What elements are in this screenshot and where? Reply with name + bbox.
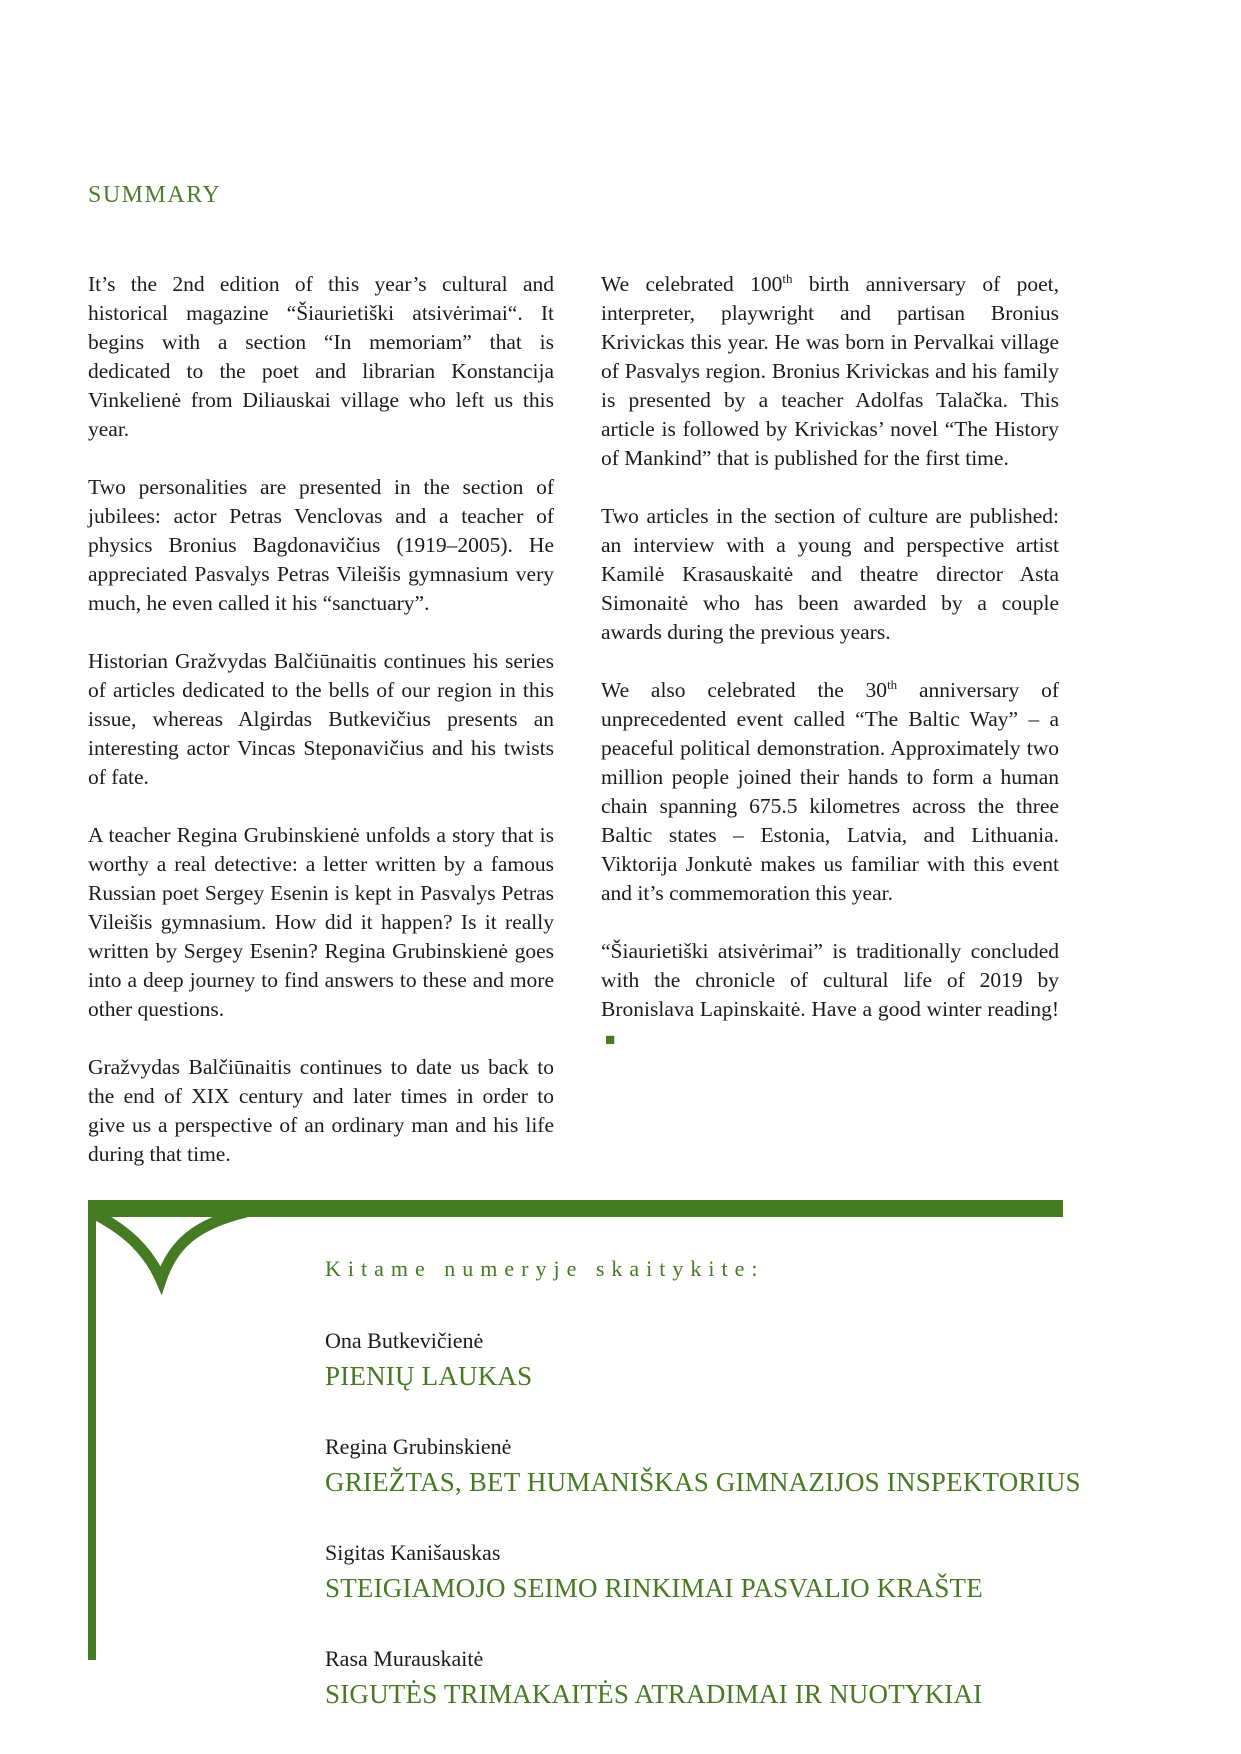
text-run: Gražvydas Balčiūnaitis continues to date us back to the end of XIX century and later times in order to give us a perspective of an ordinary man and his life during that time. [88,1055,554,1166]
paragraph [601,937,1059,1053]
ribbon-vertical-line [88,1200,96,1660]
paragraph [88,821,554,1024]
text-run: Historian Gražvydas Balčiūnaitis continues his series of articles dedicated to the bells of our region in this issue, whereas Algirdas Butkevičius presents an interesting actor Vincas Steponavičius and his twists of fate. [88,649,554,789]
paragraph [88,647,554,792]
next-issue-author: Ona Butkevičienė [325,1328,484,1353]
paragraph [88,1053,554,1169]
text-run: Two articles in the section of culture are published: an interview with a young and perspective artist Kamilė Krasauskaitė and theatre director Asta Simonaitė who has been awarded by a couple awards during the previous years. [601,504,1059,644]
next-issue-author: Rasa Murauskaitė [325,1646,484,1671]
end-of-summary-square: ■ [605,1030,616,1049]
text-run: A teacher Regina Grubinskienė unfolds a story that is worthy a real detective: a letter written by a famous Russian poet Sergey Esenin is kept in Pasvalys Petras Vileišis gymnasium. How did it happen? Is it really written by Sergey Esenin? Regina Grubinskienė goes into a deep journey to find answers to these and more other questions. [88,823,554,1021]
next-issue-author: Regina Grubinskienė [325,1434,512,1459]
next-issue-title: GRIEŽTAS, BET HUMANIŠKAS GIMNAZIJOS INSPEKTORIUS [325,1467,1081,1497]
next-issue-title: STEIGIAMOJO SEIMO RINKIMAI PASVALIO KRAŠTE [325,1573,983,1603]
page-title: SUMMARY [88,182,222,208]
ribbon-swoosh [93,1212,246,1280]
text-run: anniversary of unprecedented event called “The Baltic Way” – a peaceful political demonstration. Approximately two million people joined their hands to form a human chain spanning 675.5 kilometres across the three Baltic states – Estonia, Latvia, and Lithuania. Viktorija Jonkutė makes us familiar with this event and it’s commemoration this year. [601,678,1059,905]
text-run: “Šiaurietiški atsivėrimai” is traditionally concluded with the chronicle of cultural life of 2019 by Bronislava Lapinskaitė. Have a good winter reading! [601,939,1059,1021]
text-run: We celebrated 100 [601,272,783,296]
next-issue-item [325,1644,1125,1714]
next-issue-item [325,1432,1125,1502]
text-run: We also celebrated the 30 [601,678,888,702]
next-issue-section [325,1256,1125,1750]
text-run: It’s the 2nd edition of this year’s cultural and historical magazine “Šiaurietiški atsivėrimai“. It begins with a section “In memoriam” that is dedicated to the poet and librarian Konstancija Vinkelienė from Diliauskai village who left us this year. [88,272,554,441]
next-issue-title: PIENIŲ LAUKAS [325,1361,533,1391]
paragraph [601,676,1059,908]
next-issue-item [325,1326,1125,1396]
next-issue-author: Sigitas Kanišauskas [325,1540,501,1565]
text-run: Two personalities are presented in the section of jubilees: actor Petras Venclovas and a teacher of physics Bronius Bagdonavičius (1919–2005). He appreciated Pasvalys Petras Vileišis gymnasium very much, he even called it his “sanctuary”. [88,475,554,615]
text-run: birth anniversary of poet, interpreter, playwright and partisan Bronius Krivickas this year. He was born in Pervalkai village of Pasvalys region. Bronius Krivickas and his family is presented by a teacher Adolfas Talačka. This article is followed by Krivickas’ novel “The History of Mankind” that is published for the first time. [601,272,1060,470]
paragraph [601,502,1059,647]
summary-right-column [601,270,1059,1082]
paragraph [88,473,554,618]
next-issue-title: SIGUTĖS TRIMAKAITĖS ATRADIMAI IR NUOTYKIAI [325,1679,983,1709]
superscript-ordinal: th [782,270,793,286]
superscript-ordinal: th [887,676,898,692]
next-issue-list [325,1326,1125,1714]
paragraph [601,270,1059,473]
paragraph [88,270,554,444]
next-issue-item [325,1538,1125,1608]
summary-left-column [88,270,554,1198]
next-issue-heading: Kitame numeryje skaitykite: [325,1256,765,1281]
